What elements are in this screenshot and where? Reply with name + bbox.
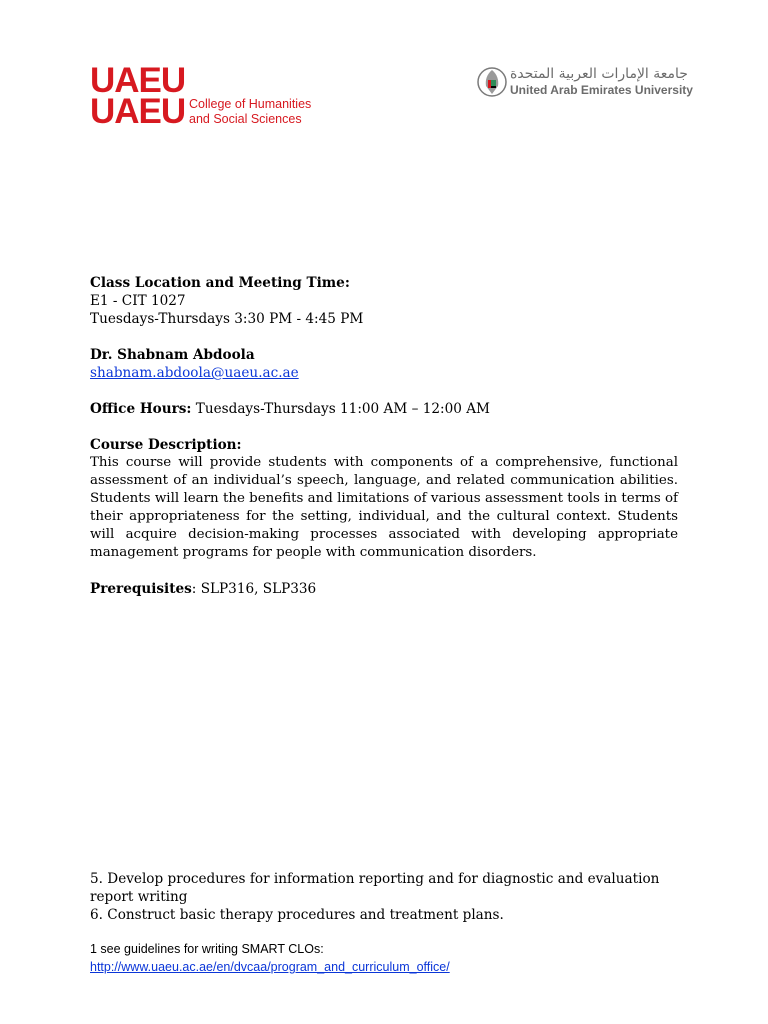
- outcome-item: 5. Develop procedures for information reporting and for diagnostic and evaluation report writing: [90, 871, 660, 905]
- prerequisites-value: : SLP316, SLP336: [191, 581, 317, 597]
- course-description-text: This course will provide students with components of a comprehensive, functional assessment of an individual’s speech, language, and related communication abilities. Students will learn the benefits and limitations of various assessment tools in terms of their appropriateness for the setting, individual, and the cultural context. Students will acquire decision-making processes associated with developing appropriate management programs for people with communication disorders.: [90, 455, 678, 560]
- outcome-item: 6. Construct basic therapy procedures and treatment plans.: [90, 907, 504, 923]
- college-logo: [90, 61, 320, 131]
- syllabus-content: [90, 274, 678, 598]
- learning-outcomes: [90, 870, 680, 924]
- university-name-english: United Arab Emirates University: [510, 83, 693, 97]
- college-name-line1: College of Humanities: [189, 97, 312, 111]
- college-name-line2: and Social Sciences: [189, 112, 302, 126]
- office-hours: [90, 400, 678, 418]
- class-location: E1 - CIT 1027: [90, 293, 186, 309]
- meeting-time: Tuesdays-Thursdays 3:30 PM - 4:45 PM: [90, 311, 364, 327]
- university-logo: [476, 64, 693, 104]
- prerequisites: [90, 580, 678, 598]
- office-hours-value: Tuesdays-Thursdays 11:00 AM – 12:00 AM: [191, 401, 490, 417]
- instructor-name: Dr. Shabnam Abdoola: [90, 347, 255, 363]
- footnote-text: 1 see guidelines for writing SMART CLOs:: [90, 942, 324, 956]
- uaeu-logo-text-arabic-style: UAEU: [90, 92, 186, 131]
- instructor-email-link[interactable]: shabnam.abdoola@uaeu.ac.ae: [90, 365, 299, 381]
- falcon-emblem-icon: [476, 64, 508, 100]
- course-description-heading: Course Description:: [90, 437, 242, 453]
- footnote: [90, 940, 690, 976]
- university-name-arabic: جامعة الإمارات العربية المتحدة: [510, 66, 688, 82]
- class-location-heading: Class Location and Meeting Time:: [90, 275, 350, 291]
- footnote-link[interactable]: http://www.uaeu.ac.ae/en/dvcaa/program_and_curriculum_office/: [90, 960, 450, 974]
- college-name: [189, 97, 311, 127]
- uaeu-logo-text: UAEU: [90, 61, 186, 100]
- office-hours-label: Office Hours:: [90, 401, 192, 417]
- prerequisites-label: Prerequisites: [90, 581, 192, 597]
